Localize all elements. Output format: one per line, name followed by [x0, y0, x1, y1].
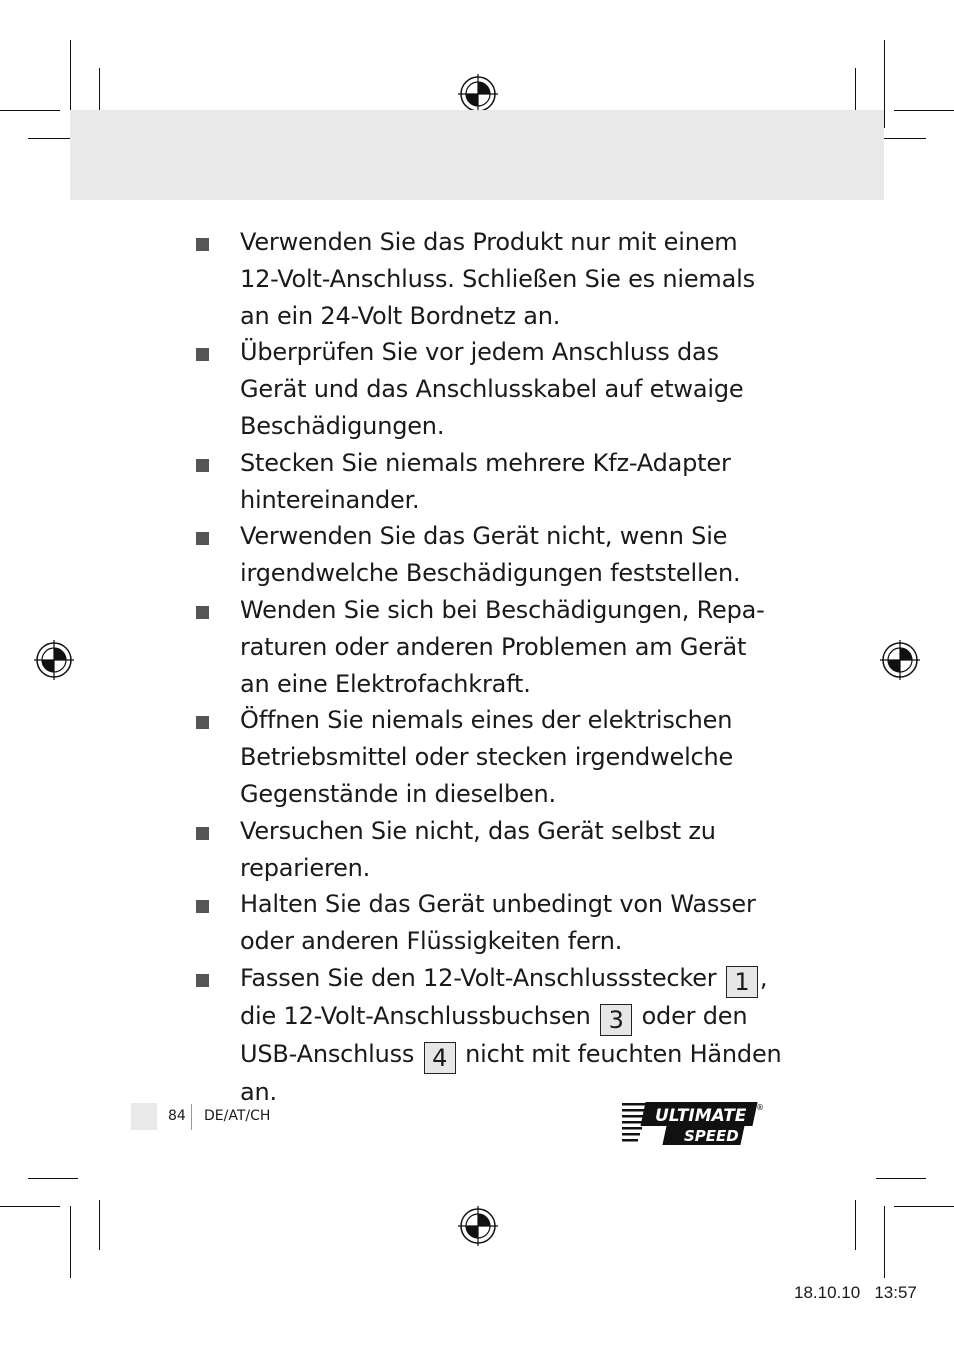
registration-mark-icon — [458, 1206, 498, 1246]
crop-mark — [28, 1178, 78, 1179]
crop-mark — [884, 1206, 885, 1278]
registration-mark-icon — [34, 640, 74, 680]
crop-mark — [876, 1178, 926, 1179]
crop-mark — [894, 110, 954, 111]
bullet-line: Wenden Sie sich bei Beschädigungen, Repa- — [240, 595, 765, 624]
crop-mark — [99, 1200, 100, 1250]
crop-mark — [70, 1206, 71, 1278]
bullet-line: Fassen Sie den 12-Volt-Anschlussstecker — [240, 963, 717, 992]
registration-mark-icon — [458, 74, 498, 114]
registered-trademark: ® — [756, 1103, 764, 1112]
bullet-line: Verwenden Sie das Gerät nicht, wenn Sie — [240, 522, 728, 551]
bullet-line: Überprüfen Sie vor jedem Anschluss das — [240, 338, 719, 367]
region-label: DE/AT/CH — [204, 1108, 271, 1124]
crop-mark — [894, 1206, 954, 1207]
list-item — [196, 960, 796, 1111]
bullet-square-icon — [196, 716, 209, 729]
bullet-line: 12-Volt-Anschluss. Schließen Sie es niemals — [240, 264, 755, 293]
bullet-line: an eine Elektrofachkraft. — [240, 669, 531, 698]
footer-tab — [131, 1103, 157, 1130]
bullet-square-icon — [196, 606, 209, 619]
part-reference-box: 1 — [726, 966, 758, 998]
list-item — [196, 518, 796, 592]
bullet-square-icon — [196, 348, 209, 361]
bullet-line: reparieren. — [240, 853, 371, 882]
bullet-square-icon — [196, 974, 209, 987]
part-reference-box: 3 — [600, 1004, 632, 1036]
bullet-line: Beschädigungen. — [240, 411, 445, 440]
crop-mark — [855, 1200, 856, 1250]
bullet-line: , — [759, 963, 768, 992]
list-item — [196, 886, 796, 960]
bullet-square-icon — [196, 827, 209, 840]
bullet-line: Halten Sie das Gerät unbedingt von Wasser — [240, 890, 756, 919]
bullet-square-icon — [196, 532, 209, 545]
bullet-line: USB-Anschluss — [240, 1039, 415, 1068]
bullet-line: nicht mit feuchten Händen an. — [240, 1039, 782, 1106]
registration-mark-icon — [880, 640, 920, 680]
bullet-line: Öffnen Sie niemals eines der elektrischen — [240, 706, 733, 735]
ultimate-speed-logo — [622, 1100, 764, 1148]
crop-mark — [0, 1206, 60, 1207]
crop-mark — [884, 40, 885, 128]
bullet-line: hintereinander. — [240, 485, 420, 514]
crop-mark — [0, 110, 60, 111]
bullet-line: Stecken Sie niemals mehrere Kfz-Adapter — [240, 448, 731, 477]
page-number: 84 — [168, 1108, 186, 1124]
list-item — [196, 334, 796, 444]
footer-divider — [191, 1104, 192, 1130]
bullet-line: Verwenden Sie das Produkt nur mit einem — [240, 228, 738, 256]
logo-text-line2: SPEED — [684, 1127, 739, 1145]
list-item — [196, 702, 796, 812]
bullet-line: an ein 24-Volt Bordnetz an. — [240, 301, 561, 330]
bullet-line: raturen oder anderen Problemen am Gerät — [240, 632, 747, 661]
safety-bullet-list — [196, 224, 796, 1111]
bullet-line: die 12-Volt-Anschlussbuchsen — [240, 1001, 591, 1030]
list-item — [196, 813, 796, 887]
bullet-line: Gerät und das Anschlusskabel auf etwaige — [240, 375, 744, 404]
bullet-square-icon — [196, 238, 209, 251]
bullet-square-icon — [196, 459, 209, 472]
print-timestamp: 18.10.10 13:57 — [794, 1283, 917, 1302]
bullet-square-icon — [196, 900, 209, 913]
list-item — [196, 445, 796, 519]
bullet-line: oder den — [641, 1001, 748, 1030]
bullet-line: irgendwelche Beschädigungen feststellen. — [240, 559, 741, 588]
part-reference-box: 4 — [424, 1042, 456, 1074]
list-item — [196, 224, 796, 334]
bullet-line: oder anderen Flüssigkeiten fern. — [240, 927, 623, 956]
bullet-line: Betriebsmittel oder stecken irgendwelche — [240, 743, 734, 772]
bullet-line: Gegenstände in dieselben. — [240, 779, 556, 808]
logo-text-line1: ULTIMATE — [655, 1106, 747, 1126]
bullet-line: Versuchen Sie nicht, das Gerät selbst zu — [240, 816, 716, 845]
header-band — [70, 110, 884, 200]
list-item — [196, 592, 796, 702]
